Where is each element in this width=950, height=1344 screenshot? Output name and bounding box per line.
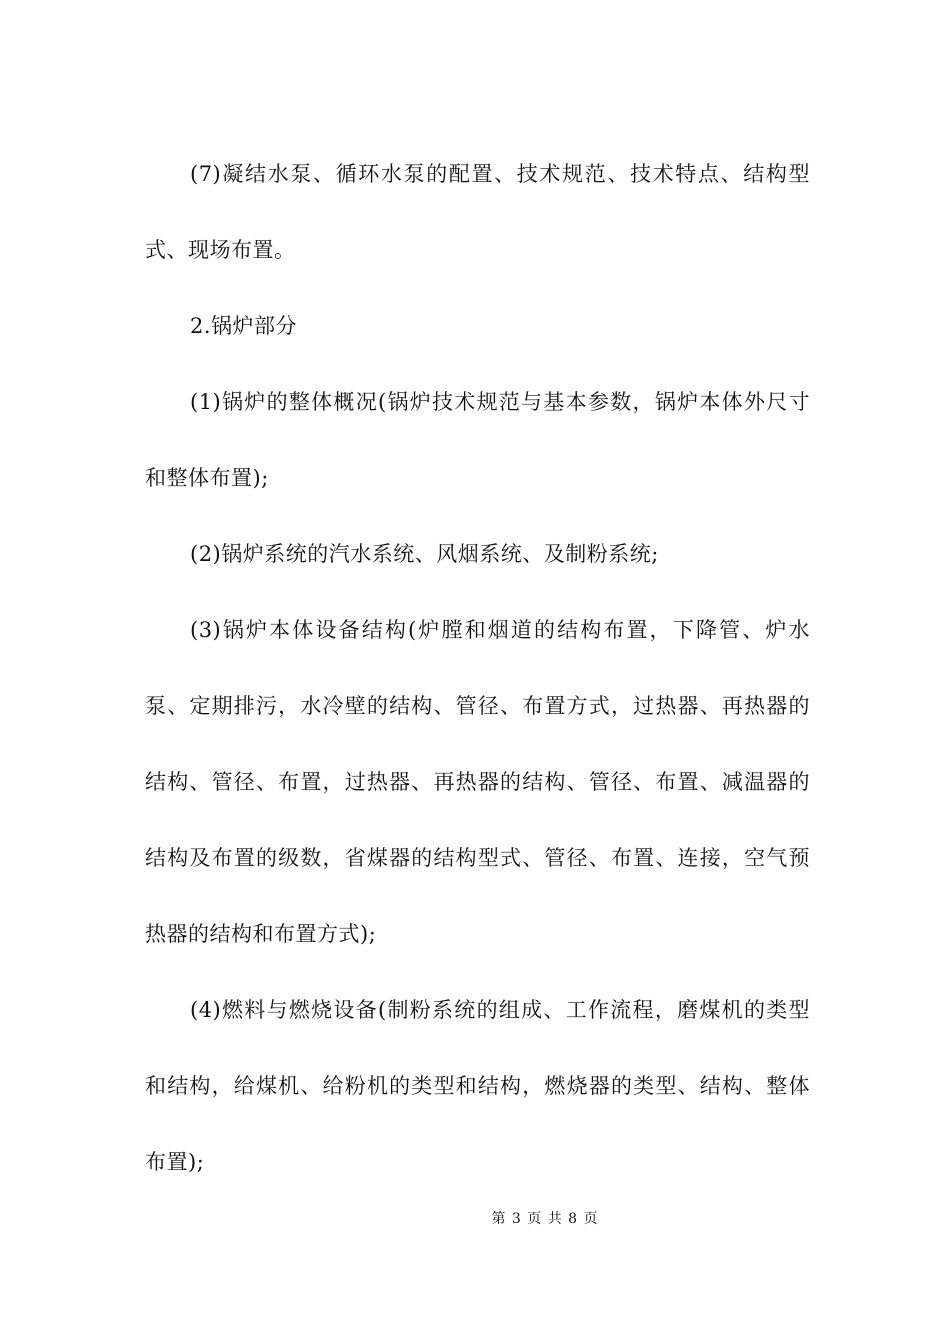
paragraph-boiler-overview: (1)锅炉的整体概况(锅炉技术规范与基本参数，锅炉本体外尺寸和整体布置); xyxy=(145,390,810,490)
document-body xyxy=(145,136,810,1200)
section-heading-boiler: 2.锅炉部分 xyxy=(190,314,298,338)
paragraph-boiler-systems: (2)锅炉系统的汽水系统、风烟系统、及制粉系统; xyxy=(190,542,659,566)
paragraph-pump-config: (7)凝结水泵、循环水泵的配置、技术规范、技术特点、结构型式、现场布置。 xyxy=(145,162,810,262)
paragraph-boiler-structure: (3)锅炉本体设备结构(炉膛和烟道的结构布置，下降管、炉水泵、定期排污，水冷壁的结构、管径、布置方式，过热器、再热器的结构、管径、布置，过热器、再热器的结构、管径、布置、减温器的结构及布置的级数，省煤器的结构型式、管径、布置、连接，空气预热器的结构和布置方式); xyxy=(145,618,810,946)
paragraph-fuel-combustion: (4)燃料与燃烧设备(制粉系统的组成、工作流程，磨煤机的类型和结构，给煤机、给粉机的类型和结构，燃烧器的类型、结构、整体布置); xyxy=(145,998,810,1174)
page-number-footer: 第 3 页 共 8 页 xyxy=(491,1211,599,1227)
